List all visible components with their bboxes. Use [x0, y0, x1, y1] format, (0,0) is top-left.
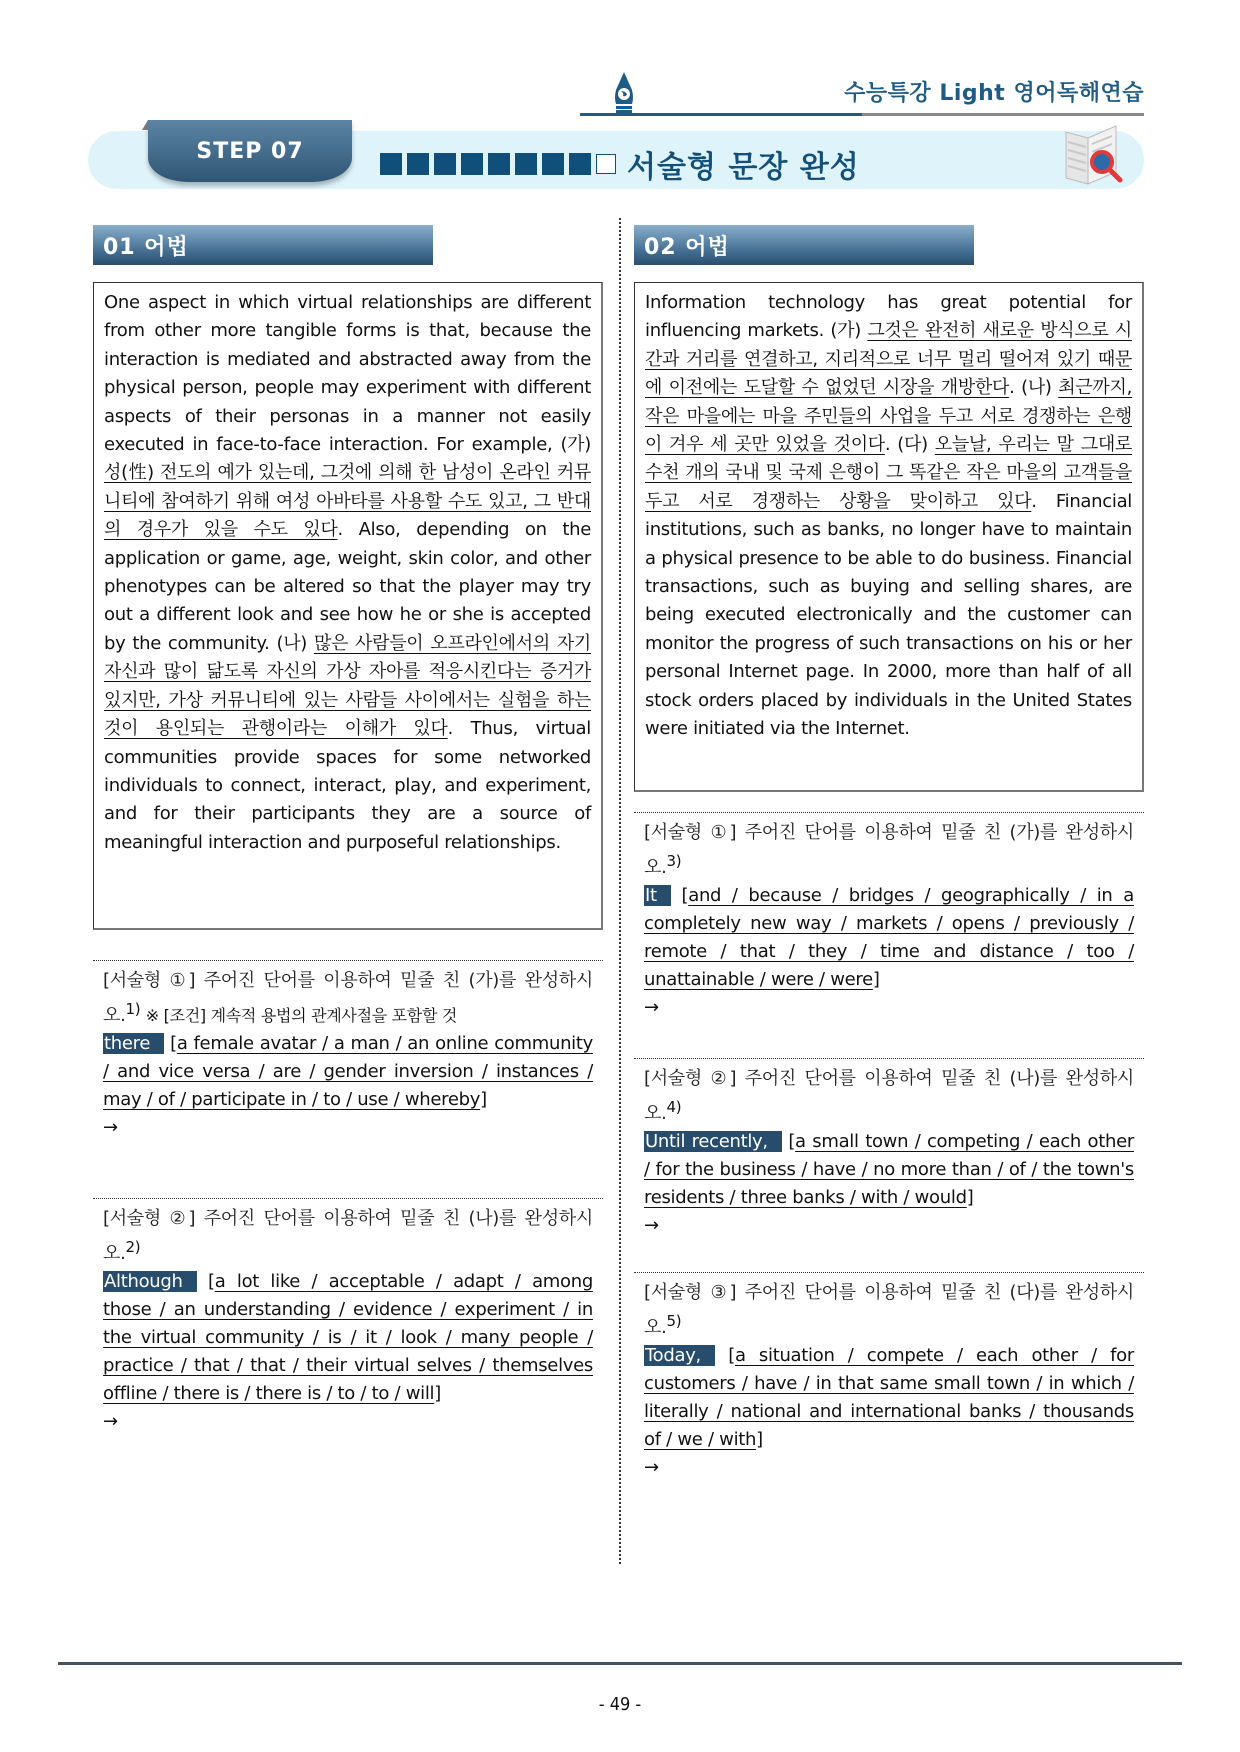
word-bank: a situation / compete / each other / for customers / have / in that same small town / in which / literally / national and international banks / thousands of / we / with: [644, 1345, 1134, 1450]
word-bank: and / because / bridges / geographically / in a completely new way / markets / opens / previously / remote / that / they / time and distance / too / unattainable / were / were: [644, 885, 1134, 990]
answer-arrow[interactable]: →: [644, 1215, 659, 1236]
question-01-1: [서술형 ①] 주어진 단어를 이용하여 밑줄 친 (가)를 완성하시오.$^{1)}$ ※ [조건] 계속적 용법의 관계사절을 포함할 것 there [a female avatar / a man / an online community / and vice versa / are / gender inversion / instances / may / of / participate in / to / use / whereby] →: [93, 960, 603, 1148]
footnote-ref: 2): [125, 1238, 141, 1256]
section-title-text: 서술형 문장 완성: [627, 150, 860, 185]
passage-text: . Also, depending on the application or game, age, weight, skin color, and other phenotypes can be altered so that the player may try out a different look and see how he or she is accepted by the community.: [104, 519, 591, 654]
column-heading-02: 02 어법: [634, 225, 974, 265]
pen-nib-globe-icon: [612, 64, 636, 116]
word-bank: a female avatar / a man / an online community / and vice versa / are / gender inversion / instances / may / of / participate in / to / use / whereby: [103, 1033, 593, 1110]
header-rule: [580, 113, 1144, 116]
question-01-2: [서술형 ②] 주어진 단어를 이용하여 밑줄 친 (나)를 완성하시오.$^{2)}$ Although [a lot like / acceptable / adapt / among those / an understanding / evidence / experiment / in the virtual community / is / it / look / many people / practice / that / that / their virtual selves / themselves offline / there is / there is / to / to / will] →: [93, 1198, 603, 1442]
column-divider: [619, 218, 621, 1564]
question-02-3: [서술형 ③] 주어진 단어를 이용하여 밑줄 친 (다)를 완성하시오.$^{5)}$ Today, [a situation / compete / each other / for customers / have / in that same small town / in which / literally / national and international banks / thousands of / we / with] →: [634, 1272, 1144, 1488]
progress-square-filled: [434, 153, 456, 175]
answer-start: Although: [103, 1271, 197, 1292]
answer-arrow[interactable]: →: [103, 1411, 118, 1432]
passage-02: [634, 282, 1144, 792]
label-na: (나): [276, 632, 308, 654]
passage-01: [93, 282, 603, 930]
word-bank: a lot like / acceptable / adapt / among those / an understanding / evidence / experiment / in the virtual community / is / it / look / many people / practice / that / that / their virtual selves / themselves offline / there is / there is / to / to / will: [103, 1271, 593, 1404]
passage-text: . Thus, virtual communities provide spaces for some networked individuals to connect, interact, play, and experiment, and for their participants they are a source of meaningful interaction and purposeful relationships.: [104, 718, 591, 853]
page-number: - 49 -: [598, 1694, 642, 1715]
answer-arrow[interactable]: →: [644, 997, 659, 1018]
answer-start: It: [644, 885, 671, 906]
question-condition: ※ [조건] 계속적 용법의 관계사절을 포함할 것: [145, 1006, 458, 1025]
answer-start: there: [103, 1033, 164, 1054]
underlined-ga: 성(性) 전도의 예가 있는데, 그것에 의해 한 남성이 온라인 커뮤니티에 참여하기 위해 여성 아바타를 사용할 수도 있고, 그 반대의 경우가 있을 수도 있다: [104, 462, 591, 541]
column-heading-01: 01 어법: [93, 225, 433, 265]
question-prompt: [서술형 ③] 주어진 단어를 이용하여 밑줄 친 (다)를 완성하시오.: [644, 1282, 1134, 1338]
footer-rule: [58, 1662, 1182, 1665]
footnote-ref: 4): [666, 1098, 682, 1116]
passage-text: . Financial institutions, such as banks, no longer have to maintain a physical presence to be able to do business. Financial transactions, such as buying and selling shares, are being executed electronically and the customer can monitor the progress of such transactions on his or her personal Internet page. In 2000, more than half of all stock orders placed by individuals in the United States were initiated via the Internet.: [645, 490, 1132, 740]
passage-text: .: [1009, 377, 1022, 399]
question-prompt: [서술형 ②] 주어진 단어를 이용하여 밑줄 친 (나)를 완성하시오.: [644, 1068, 1134, 1124]
progress-square-filled: [515, 153, 537, 175]
word-bank: a small town / competing / each other / for the business / have / no more than / of / the town's residents / three banks / with / would: [644, 1131, 1134, 1208]
footnote-ref: 3): [666, 852, 682, 870]
answer-arrow[interactable]: →: [103, 1117, 118, 1138]
underlined-na: 최근까지, 작은 마을에는 마을 주민들의 사업을 두고 서로 경쟁하는 은행이 겨우 세 곳만 있었을 것이다: [645, 377, 1133, 456]
question-prompt: [서술형 ①] 주어진 단어를 이용하여 밑줄 친 (가)를 완성하시오.: [644, 822, 1134, 878]
answer-start: Today,: [644, 1345, 715, 1366]
label-ga: (가): [560, 434, 591, 456]
series-title: 수능특강 Light 영어독해연습: [844, 81, 1144, 106]
underlined-ga: 그것은 완전히 새로운 방식으로 시간과 거리를 연결하고, 지리적으로 너무 멀리 떨어져 있기 때문에 이전에는 도달할 수 없었던 시장을 개방한다: [645, 320, 1133, 399]
progress-square-filled: [542, 153, 564, 175]
label-na: (나): [1021, 377, 1052, 399]
answer-start: Until recently,: [644, 1131, 782, 1152]
footnote-ref: 1): [125, 1000, 141, 1018]
question-prompt: [서술형 ②] 주어진 단어를 이용하여 밑줄 친 (나)를 완성하시오.: [103, 1208, 593, 1264]
progress-square-empty: [596, 154, 616, 174]
progress-square-filled: [407, 153, 429, 175]
step-label: STEP 07: [196, 138, 304, 164]
step-tab: [148, 120, 352, 182]
question-prompt: [서술형 ①] 주어진 단어를 이용하여 밑줄 친 (가)를 완성하시오.: [103, 970, 593, 1026]
question-02-2: [서술형 ②] 주어진 단어를 이용하여 밑줄 친 (나)를 완성하시오.$^{4)}$ Until recently, [a small town / competing / each other / for the business / have / no more than / of / the town's residents / three banks / with / would] →: [634, 1058, 1144, 1246]
passage-text: Information technology has great potential for influencing markets.: [645, 292, 1132, 342]
label-ga: (가): [830, 320, 861, 342]
progress-square-filled: [380, 153, 402, 175]
answer-arrow[interactable]: →: [644, 1457, 659, 1478]
progress-square-filled: [488, 153, 510, 175]
progress-square-filled: [569, 153, 591, 175]
label-da: (다): [897, 434, 928, 456]
passage-text: One aspect in which virtual relationships are different from other more tangible forms is that, because the interaction is mediated and abstracted away from the physical person, people may experiment with different aspects of their personas in a manner not easily executed in face-to-face interaction. For example,: [104, 292, 591, 456]
footnote-ref: 5): [666, 1312, 682, 1330]
underlined-da: 오늘날, 우리는 말 그대로 수천 개의 국내 및 국제 은행이 그 똑같은 작은 마을의 고객들을 두고 서로 경쟁하는 상황을 맞이하고 있다: [645, 434, 1132, 512]
newspaper-magnifier-icon: [1058, 122, 1128, 188]
passage-text: .: [884, 434, 898, 456]
question-02-1: [서술형 ①] 주어진 단어를 이용하여 밑줄 친 (가)를 완성하시오.$^{3)}$ It [and / because / bridges / geographically / in a completely new way / markets / opens / previously / remote / that / they / time and distance / too / unattainable / were / were] →: [634, 812, 1144, 1028]
underlined-na: 많은 사람들이 오프라인에서의 자기 자신과 많이 닮도록 자신의 가상 자아를 적응시킨다는 증거가 있지만, 가상 커뮤니티에 있는 사람들 사이에서는 실험을 하는 것이 용인되는 관행이라는 이해가 있다: [104, 632, 591, 740]
progress-square-filled: [461, 153, 483, 175]
section-title: [380, 142, 860, 186]
